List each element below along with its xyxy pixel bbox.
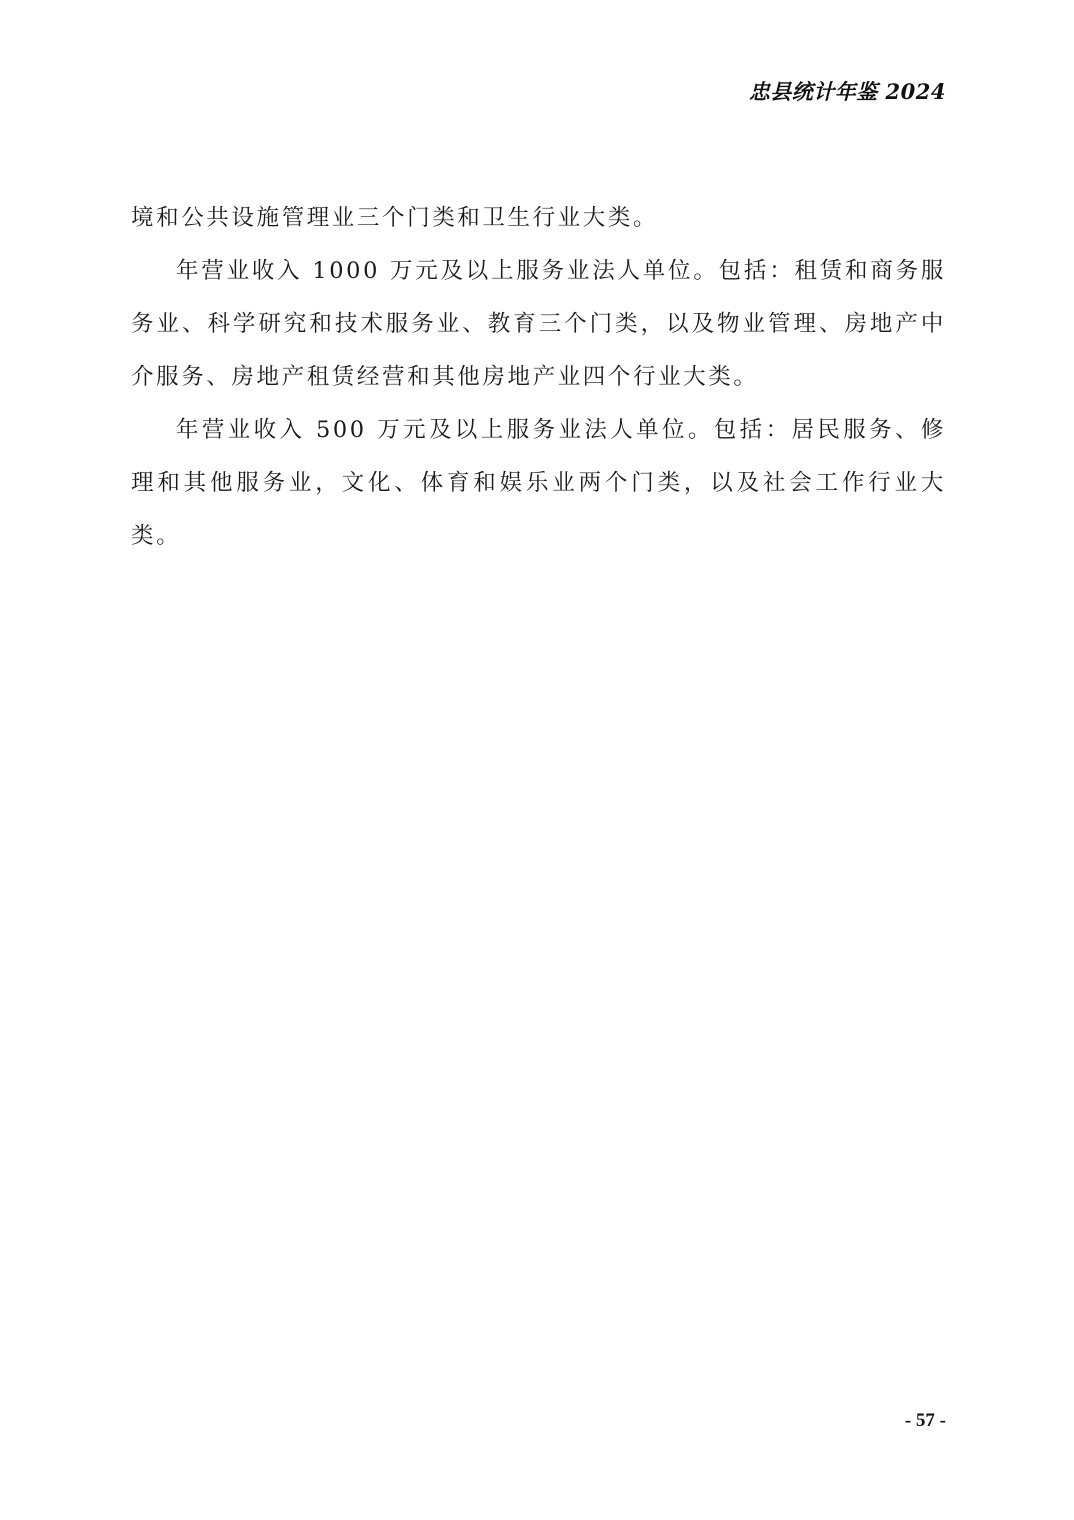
page-number: - 57 -	[904, 1410, 946, 1431]
running-header-title: 忠县统计年鉴 2024	[748, 79, 946, 104]
body-text	[131, 192, 946, 563]
paragraph-continuation: 境和公共设施管理业三个门类和卫生行业大类。	[131, 205, 659, 231]
paragraph-1000-wan-units: 年营业收入 1000 万元及以上服务业法人单位。包括：租赁和商务服务业、科学研究和技术服务业、教育三个门类，以及物业管理、房地产中介服务、房地产租赁经营和其他房地产业四个行业大类。	[131, 258, 946, 390]
paragraph-500-wan-units: 年营业收入 500 万元及以上服务业法人单位。包括：居民服务、修理和其他服务业，文化、体育和娱乐业两个门类，以及社会工作行业大类。	[131, 417, 946, 549]
